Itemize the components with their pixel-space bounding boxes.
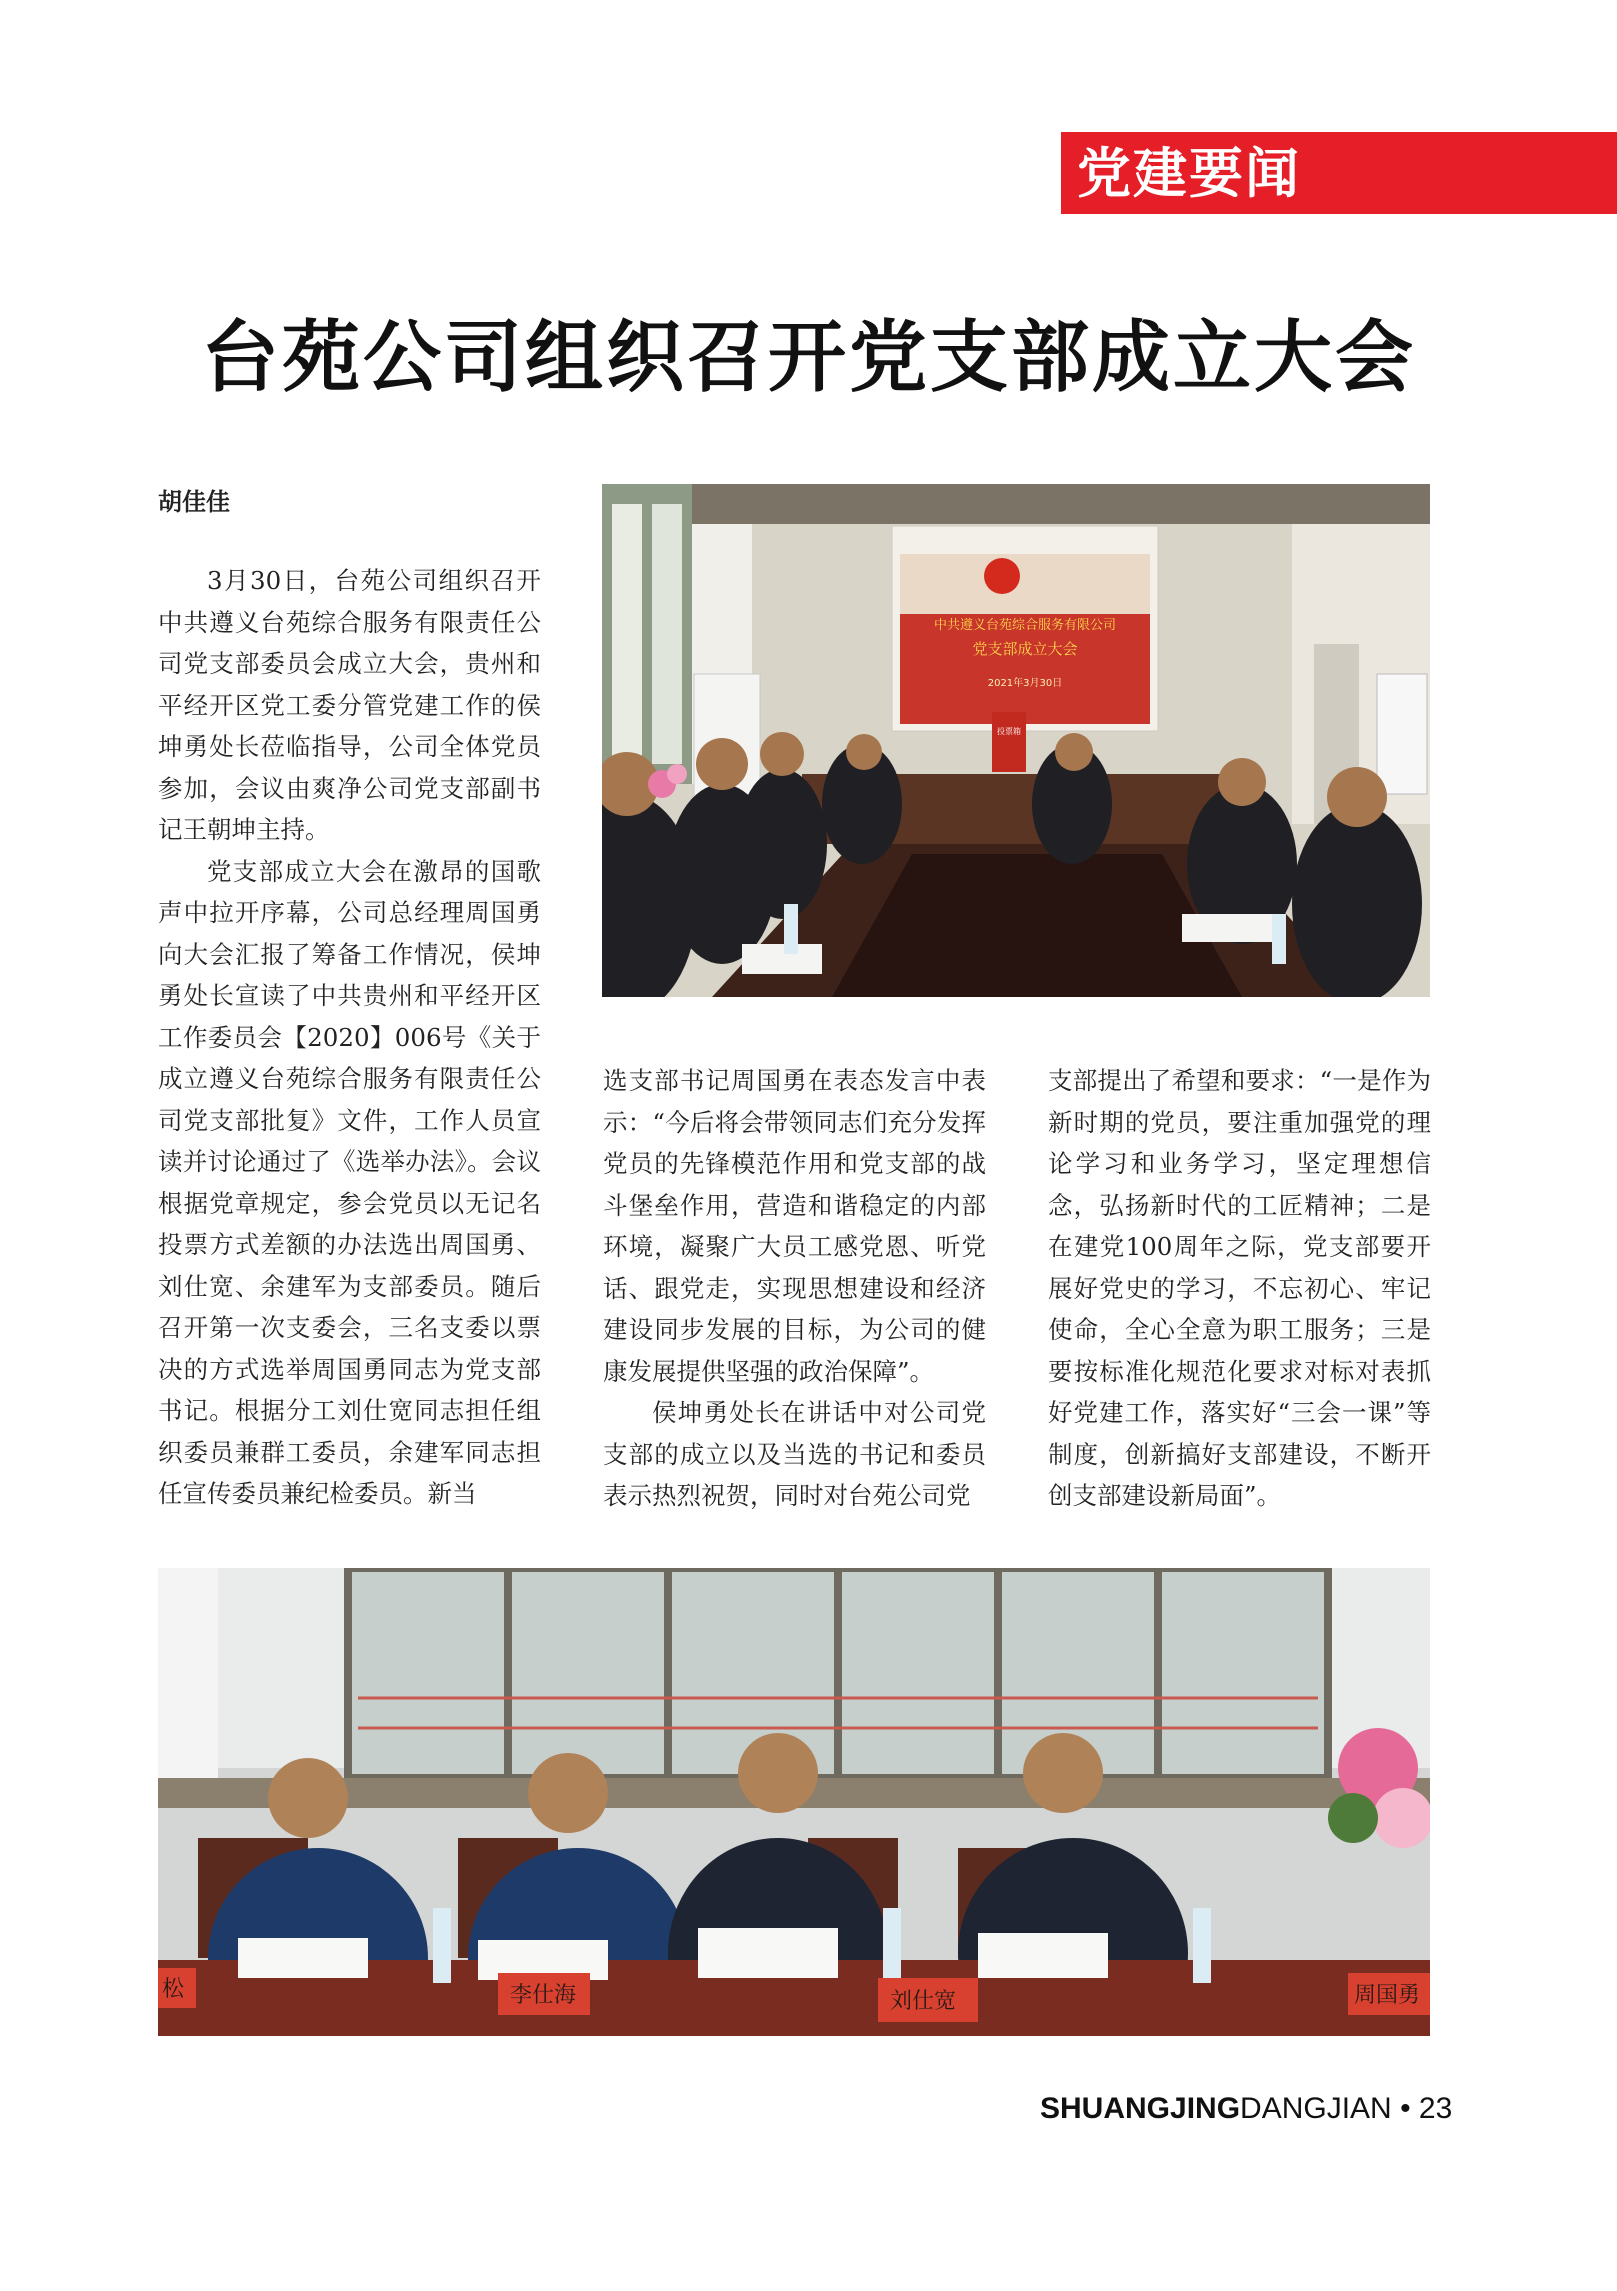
paragraph-continued: 支部提出了希望和要求：“一是作为新时期的党员，要注重加强党的理论学习和业务学习，坚定理想信念，弘扬新时代的工匠精神；二是在建党100周年之际，党支部要开展好党史的学习，不忘初心、牢记使命，全心全意为职工服务；三是要按标准化规范化要求对标对表抓好党建工作，落实好“三会一课”等制度，创新搞好支部建设，不断开创支部建设新局面”。 xyxy=(1048,1066,1431,1510)
meeting-photo xyxy=(602,484,1430,997)
footer-separator: • xyxy=(1400,2092,1411,2125)
paragraph-continued: 选支部书记周国勇在表态发言中表示：“今后将会带领同志们充分发挥党员的先锋模范作用和党支部的战斗堡垒作用，营造和谐稳定的内部环境，凝聚广大员工感党恩、听党话、跟党走，实现思想建设和经济建设同步发展的目标，为公司的健康发展提供坚强的政治保障”。 xyxy=(603,1066,986,1386)
nameplate: 李仕海 xyxy=(510,1983,577,2008)
nameplate: 松 xyxy=(162,1977,185,2002)
ballot-box-label: 投票箱 xyxy=(997,727,1021,736)
nameplate: 周国勇 xyxy=(1354,1983,1421,2008)
page-footer xyxy=(1040,2092,1452,2126)
committee-photo-illustration xyxy=(158,1568,1430,2036)
committee-photo xyxy=(158,1568,1430,2036)
page-number: 23 xyxy=(1418,2092,1453,2125)
meeting-photo-illustration xyxy=(602,484,1430,997)
paragraph: 党支部成立大会在激昂的国歌声中拉开序幕，公司总经理周国勇向大会汇报了筹备工作情况，侯坤勇处长宣读了中共贵州和平经开区工作委员会【2020】006号《关于成立遵义台苑综合服务有限责任公司党支部批复》文件，工作人员宣读并讨论通过了《选举办法》。会议根据党章规定，参会党员以无记名投票方式差额的办法选出周国勇、刘仕宽、余建军为支部委员。随后召开第一次支委会，三名支委以票决的方式选举周国勇同志为党支部书记。根据分工刘仕宽同志担任组织委员兼群工委员，余建军同志担任宣传委员兼纪检委员。新当 xyxy=(158,856,541,1508)
screen-title: 中共遵义台苑综合服务有限公司 xyxy=(933,618,1117,633)
screen-subtitle: 党支部成立大会 xyxy=(972,640,1078,658)
paragraph: 3月30日，台苑公司组织召开中共遵义台苑综合服务有限责任公司党支部委员会成立大会，贵州和平经开区党工委分管党建工作的侯坤勇处长莅临指导，公司全体党员参加，会议由爽净公司党支部副书记王朝坤主持。 xyxy=(158,566,541,844)
author: 胡佳佳 xyxy=(158,488,230,516)
footer-brand-light: DANGJIAN xyxy=(1240,2092,1392,2125)
footer-brand-bold: SHUANGJING xyxy=(1040,2092,1241,2125)
text-column-1 xyxy=(158,560,541,1515)
text-column-2 xyxy=(603,1060,986,1517)
headline: 台苑公司组织召开党支部成立大会 xyxy=(200,312,1416,403)
screen-date: 2021年3月30日 xyxy=(987,678,1063,689)
text-column-3 xyxy=(1048,1060,1431,1517)
nameplate: 刘仕宽 xyxy=(890,1989,957,2014)
section-tag: 党建要闻 xyxy=(1061,132,1617,214)
paragraph: 侯坤勇处长在讲话中对公司党支部的成立以及当选的书记和委员表示热烈祝贺，同时对台苑公司党 xyxy=(603,1398,986,1510)
